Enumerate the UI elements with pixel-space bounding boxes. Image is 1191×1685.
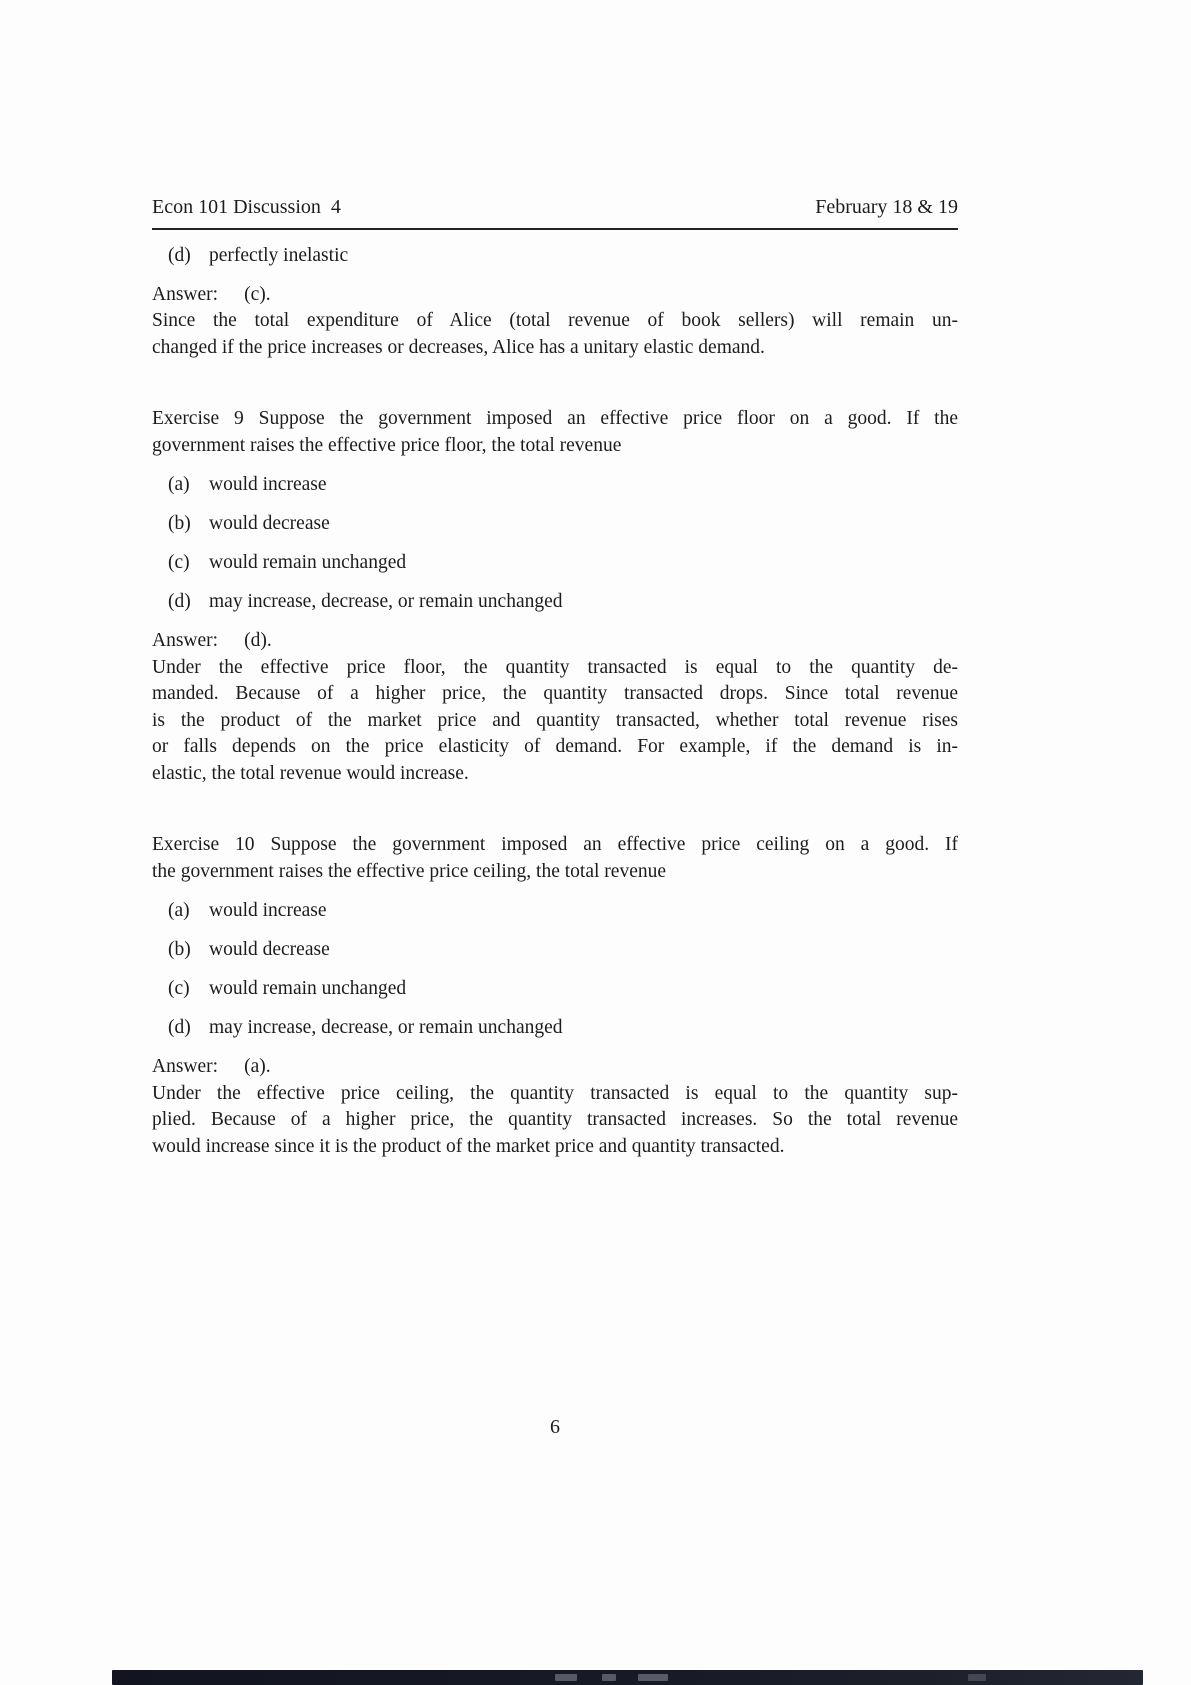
exercise-9-options xyxy=(152,471,958,615)
page-edge-artifact xyxy=(638,1674,668,1681)
answer-label: Answer: xyxy=(152,630,219,651)
option-marker: (d) xyxy=(168,591,191,612)
option-marker: (b) xyxy=(168,939,191,960)
option-marker: (a) xyxy=(168,474,190,495)
explanation-line: changed if the price increases or decreases, Alice has a unitary elastic demand. xyxy=(152,336,765,358)
answer-value: (c). xyxy=(244,283,271,305)
option-marker: (a) xyxy=(168,900,190,921)
option-row-c xyxy=(152,975,958,1002)
explanation-line: elastic, the total revenue would increase. xyxy=(152,762,469,784)
option-label: may increase, decrease, or remain unchanged xyxy=(209,1017,563,1038)
option-marker: (c) xyxy=(168,552,190,573)
option-row-a xyxy=(152,471,958,498)
header-course-title: Econ 101 Discussion 4 xyxy=(152,196,341,218)
explanation-line: plied. Because of a higher price, the quantity transacted increases. So the total revenue xyxy=(152,1109,958,1130)
exercise-9-explanation xyxy=(152,655,958,788)
option-marker: (c) xyxy=(168,978,190,999)
option-label: would increase xyxy=(209,900,327,921)
explanation-line: would increase since it is the product of the market price and quantity transacted. xyxy=(152,1135,785,1157)
explanation-line: Since the total expenditure of Alice (total revenue of book sellers) will remain un- xyxy=(152,310,958,331)
exercise-10-stem xyxy=(152,832,958,885)
answer-value: (a). xyxy=(244,1056,271,1077)
answer-label: Answer: xyxy=(152,1056,219,1077)
exercise-9-stem xyxy=(152,406,958,459)
exercise-10-answer xyxy=(152,1054,958,1081)
exercise-stem-line: the government raises the effective price ceiling, the total revenue xyxy=(152,860,666,882)
exercise-9-answer xyxy=(152,628,958,655)
exercise-stem-line: government raises the effective price floor, the total revenue xyxy=(152,434,622,456)
option-label: would decrease xyxy=(209,513,330,534)
prev-question-option-d xyxy=(152,242,958,269)
option-row-d xyxy=(152,588,958,615)
explanation-line: manded. Because of a higher price, the quantity transacted drops. Since total revenue xyxy=(152,683,958,704)
explanation-line: is the product of the market price and quantity transacted, whether total revenue rises xyxy=(152,709,958,731)
prev-question-explanation xyxy=(152,308,958,361)
option-row-a xyxy=(152,897,958,924)
option-label: perfectly inelastic xyxy=(209,244,349,266)
page-edge-artifact xyxy=(602,1674,616,1681)
page-content xyxy=(152,194,958,1160)
page-number: 6 xyxy=(550,1416,560,1438)
option-row-b xyxy=(152,510,958,537)
option-marker: (b) xyxy=(168,513,191,534)
exercise-10-explanation xyxy=(152,1081,958,1161)
option-label: may increase, decrease, or remain unchanged xyxy=(209,591,563,612)
option-row-c xyxy=(152,549,958,576)
explanation-line: Under the effective price ceiling, the quantity transacted is equal to the quantity sup- xyxy=(152,1082,958,1104)
option-row-b xyxy=(152,936,958,963)
page-header xyxy=(152,194,958,230)
option-label: would decrease xyxy=(209,939,330,960)
option-marker: (d) xyxy=(168,1017,191,1038)
prev-question-answer xyxy=(152,282,958,309)
exercise-stem-line: Exercise 9 Suppose the government imposed an effective price floor on a good. If the xyxy=(152,408,958,429)
answer-label: Answer: xyxy=(152,283,219,305)
explanation-line: or falls depends on the price elasticity of demand. For example, if the demand is in- xyxy=(152,736,958,757)
option-label: would remain unchanged xyxy=(209,552,407,573)
header-date: February 18 & 19 xyxy=(815,196,958,218)
option-label: would increase xyxy=(209,474,327,495)
page-edge-artifact xyxy=(968,1674,986,1681)
page-edge-artifact xyxy=(555,1674,577,1681)
exercise-stem-line: Exercise 10 Suppose the government imposed an effective price ceiling on a good. If xyxy=(152,834,958,855)
answer-value: (d). xyxy=(244,630,272,651)
explanation-line: Under the effective price floor, the quantity transacted is equal to the quantity de- xyxy=(152,656,958,678)
option-marker: (d) xyxy=(168,244,191,266)
option-row-d xyxy=(152,1014,958,1041)
option-label: would remain unchanged xyxy=(209,978,407,999)
exercise-10-options xyxy=(152,897,958,1041)
next-page-edge xyxy=(112,1670,1143,1685)
